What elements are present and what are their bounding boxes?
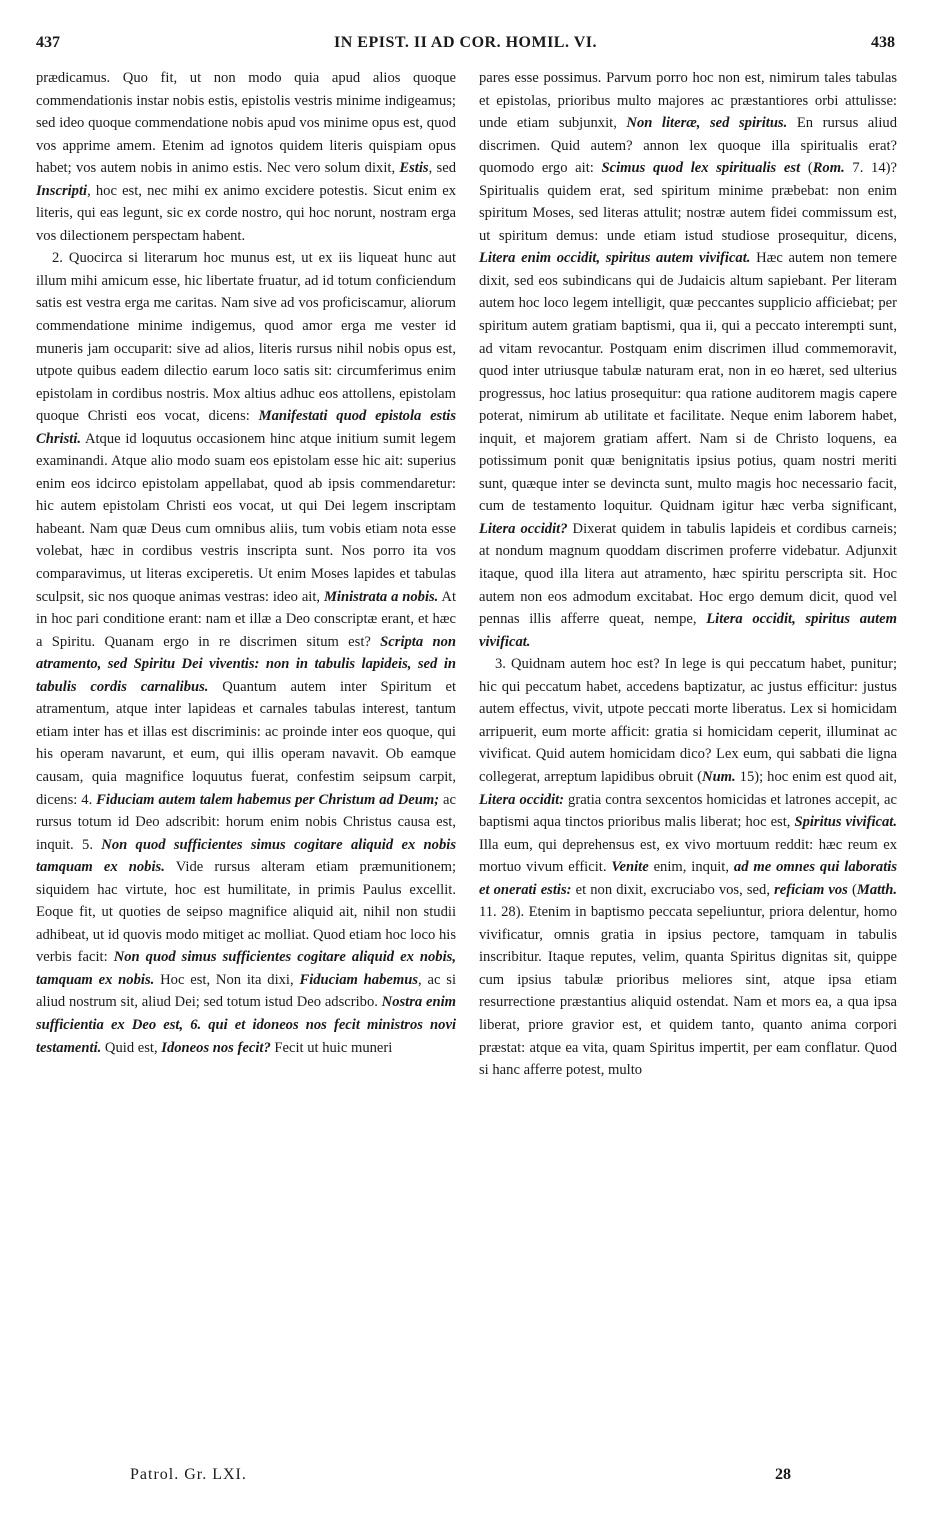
footer-signature: 28: [775, 1466, 791, 1483]
text-run: et non dixit, excruciabo vos, sed,: [571, 881, 775, 898]
text-run: Atque id loquutus occasionem hinc atque initium sumit legem examinandi. Atque alio modo suam eos epistolam esse hic ait: superius enim eos idcirco epistolam appellabat, quod ab ipsis commendaretur: hic autem epistolam Christi eos vocat, ut qui Dei legem inscriptam habeant. Nam quæ Deus cum omnibus aliis, tum vobis etiam nota esse volebat, hæc in cordibus vestris inscripta sunt. Nos porro ita vos comparavimus, ut literas exciperetis. Ut enim Moses lapides et tabulas sculpsit, sic nos quoque animas vestras: ideo ait,: [36, 430, 456, 605]
italic-text: Non quod simus sufficientes cogitare aliquid ex nobis, tamquam ex nobis.: [36, 949, 456, 988]
text-run: Hæc autem non temere dixit, sed eos subindicans qui de Judaicis altum sapiebant. Per literam autem hoc loco legem intelligit, quæ peccantes supplicio afficiebat; per spiritum autem gratiam baptismi, qua ii, qui a peccato interempti sunt, ad vitam revocantur. Postquam enim discrimen illud commemoravit, quod inter utriusque tabulæ naturam erat, non in eo hæret, sed ulterius progressus, hoc latius prosequitur: qua ratione auditorem magis capere poterat, nimirum ab utilitate et facilitate. Neque enim laborem habet, inquit, et majorem gratiam affert. Nam si de Christo loquens, ea potissimum ponit quæ benignitatis ipsius potius, quam nostri meriti sunt, quæque inter se devincta sunt, multo magis hoc necessario facit, cum de testamento loquitur. Quidnam igitur hæc verba significant,: [479, 250, 897, 515]
paragraph: [36, 247, 456, 1059]
left-column: [36, 67, 456, 1059]
italic-text: reficiam vos: [774, 881, 848, 898]
italic-text: Litera occidit?: [479, 520, 568, 537]
italic-text: Rom.: [812, 160, 845, 177]
italic-text: Spiritus vivificat.: [794, 814, 897, 831]
italic-text: Nostra enim sufficientia ex Deo est, 6. qui et idoneos nos fecit ministros novi testamenti.: [36, 994, 456, 1056]
italic-text: Estis: [399, 160, 429, 177]
text-run: Quantum autem inter Spiritum et atramentum, atque inter lapideas et carnales tabulas interest, tantum etiam inter has et illas est discriminis: ac proinde inter eos quoque, qui his operam navarunt, et eum, qui illis operam navavit. Ob eamque causam, quia magnifice loquutus fuerat, confestim seipsum carpit, dicens: 4.: [36, 678, 456, 808]
text-run: pares esse possimus. Parvum porro hoc non est, nimirum tales tabulas et epistolas, prioribus multo majores ac præstantiores orbi attulisse: unde etiam subjunxit,: [479, 70, 897, 132]
paragraph: [479, 653, 897, 1081]
page-number-left: 437: [36, 34, 60, 51]
italic-text: Matth.: [856, 881, 897, 898]
text-run: ac rursus totum id Deo adscribit: horum enim nobis Christus causa est, inquit. 5.: [36, 791, 456, 853]
footer-volume: Patrol. Gr. LXI.: [130, 1466, 247, 1483]
italic-text: Inscripti: [36, 182, 88, 199]
text-run: 11. 28). Etenim in baptismo peccata sepeliuntur, priora delentur, homo vivificatur, omnis gratia in ipsius pectore, tamquam in tabulis inscribitur. Itaque reputes, velim, quanta Spiritus dignitas sit, quippe cum ipsius tabulæ prioribus meliores sint, atque ipsa etiam resurrectione præstantius aliquid ostendat. Nam et mors ea, a qua ipsa liberat, priore gravior est, et quidem tanto, quanto anima corpori præstat: atque ea vita, quam Spiritus impertit, per eam conflatur. Quod si hanc afferre potest, multo: [479, 904, 897, 1079]
right-column: [479, 67, 897, 1082]
running-header: [36, 34, 895, 60]
text-run: , ac si aliud nostrum sit, aliud Dei; sed totum istud Deo adscribo.: [36, 971, 456, 1011]
italic-text: Ministrata a nobis.: [323, 588, 439, 605]
text-run: Dixerat quidem in tabulis lapideis et cordibus carneis; at nondum magnum quoddam discrimen proferre videbatur. Adjunxit itaque, quod illa litera aut atramento, hæc spiritu perscripta sit. Hoc autem non eos admodum excitabat. Hoc ergo demum dicit, quod vel pennas illis afferre queat, nempe,: [479, 520, 897, 628]
paragraph: [479, 67, 897, 653]
text-run: prædicamus. Quo fit, ut non modo quia apud alios quoque commendationis instar nobis estis, epistolis vestris minime indigeamus; sed ideo quoque commendatione nobis apud vos minime opus est, quod vos apprime amem. Etenim ad ignotos quidem literis quispiam opus habet; vos autem nobis in animo estis. Nec vero solum dixit,: [36, 70, 456, 177]
text-run: 15); hoc enim est quod ait,: [735, 768, 897, 785]
page-number-right: 438: [871, 34, 895, 51]
italic-text: Num.: [702, 768, 736, 785]
italic-text: Idoneos nos fecit?: [161, 1039, 271, 1056]
italic-text: Manifestati quod epistola estis Christi.: [36, 408, 457, 447]
paragraph: [36, 67, 456, 247]
italic-text: ad me omnes qui laboratis et onerati estis:: [479, 859, 897, 898]
italic-text: Venite: [611, 859, 649, 876]
italic-text: Scimus quod lex spiritualis est: [601, 160, 801, 177]
text-run: , hoc est, nec mihi ex animo excidere potestis. Sicut enim ex literis, qui eas legunt, sic ex corde nostro, qui hoc norunt, nostram erga vos dilectionem perspectam habent.: [36, 182, 456, 244]
italic-text: Non quod sufficientes simus cogitare aliquid ex nobis tamquam ex nobis.: [36, 836, 456, 876]
text-run: (: [847, 881, 857, 898]
text-run: Hoc est, Non ita dixi,: [154, 971, 300, 988]
text-run: Vide rursus alteram etiam præmunitionem; siquidem hac virtute, hoc est humilitate, in primis Paulus excellit. Eoque fit, ut quoties de seipso magnifice aliquid ait, nihil non studii adhibeat, ut id quovis modo mitiget ac molliat. Quod etiam hoc loco his verbis facit:: [36, 859, 456, 966]
text-run: En rursus aliud discrimen. Quid autem? annon lex quoque illa spiritualis erat? quomodo ergo ait:: [479, 115, 897, 177]
italic-text: Non literæ, sed spiritus.: [626, 115, 788, 132]
text-run: (: [800, 160, 813, 177]
text-run: Fecit ut huic muneri: [270, 1039, 393, 1056]
text-run: 2. Quocirca si literarum hoc munus est, ut ex iis liqueat hunc aut illum mihi amicum esse, hic libertate fruatur, ad id totum conficiendum satis est vestra erga me caritas. Nam sive ad vos proficiscamur, aliorum commendatione minime indigemus, quod amor erga me vester id muneris jam occuparit: sive ad alios, literis rursus nihil nobis opus est, utpote quibus eadem dilectio earum loco satis sit: circumferimus enim epistolam in cordibus nostris. Mox altius adhuc eos attollens, epistolam quoque Christi eos vocat, dicens:: [36, 250, 456, 425]
text-run: Illa eum, qui deprehensus est, ex vivo mortuum reddit: hæc reum ex mortuo vivum efficit.: [479, 836, 897, 876]
text-run: At in hoc pari conditione erant: nam et illæ a Deo conscriptæ erant, et hæc a Spiritu. Quanam ergo in re discrimen situm est?: [36, 588, 457, 650]
text-run: Quid est,: [101, 1039, 162, 1056]
italic-text: Fiduciam autem talem habemus per Christum ad Deum;: [96, 791, 440, 808]
text-run: , sed: [428, 160, 456, 177]
italic-text: Litera enim occidit, spiritus autem vivificat.: [479, 250, 751, 267]
text-run: gratia contra sexcentos homicidas et latrones accepit, ac baptismi aqua tinctos prioribus malis liberat; hoc est,: [479, 791, 897, 831]
running-title: IN EPIST. II AD COR. HOMIL. VI.: [334, 34, 597, 51]
italic-text: Fiduciam habemus: [299, 971, 419, 988]
text-run: 7. 14)? Spiritualis quidem erat, sed spiritum minime præbebat: non enim spiritum Moses, sed literas attulit; nostræ autem fidei commissum est, ut spiritum demus: unde etiam istud studiose prosequitur, dicens,: [479, 160, 897, 244]
italic-text: Litera occidit:: [479, 791, 565, 808]
italic-text: Litera occidit, spiritus autem vivificat.: [479, 611, 897, 650]
text-run: 3. Quidnam autem hoc est? In lege is qui peccatum habet, punitur; hic qui peccatum habet, accedens baptizatur, ac justus efficitur: justus autem effectus, vivit, utpote peccati morte liberatus. Lex si homicidam arripuerit, eum morte afficit: gratia si homicidam ceperit, illuminat ac vivificat. Quid autem homicidam dico? Lex eum, qui sabbati die ligna collegerat, arreptum lapidibus obruit (: [479, 656, 897, 785]
text-run: enim, inquit,: [648, 859, 734, 876]
italic-text: Scripta non atramento, sed Spiritu Dei viventis: non in tabulis lapideis, sed in tabulis cordis carnalibus.: [36, 633, 456, 695]
